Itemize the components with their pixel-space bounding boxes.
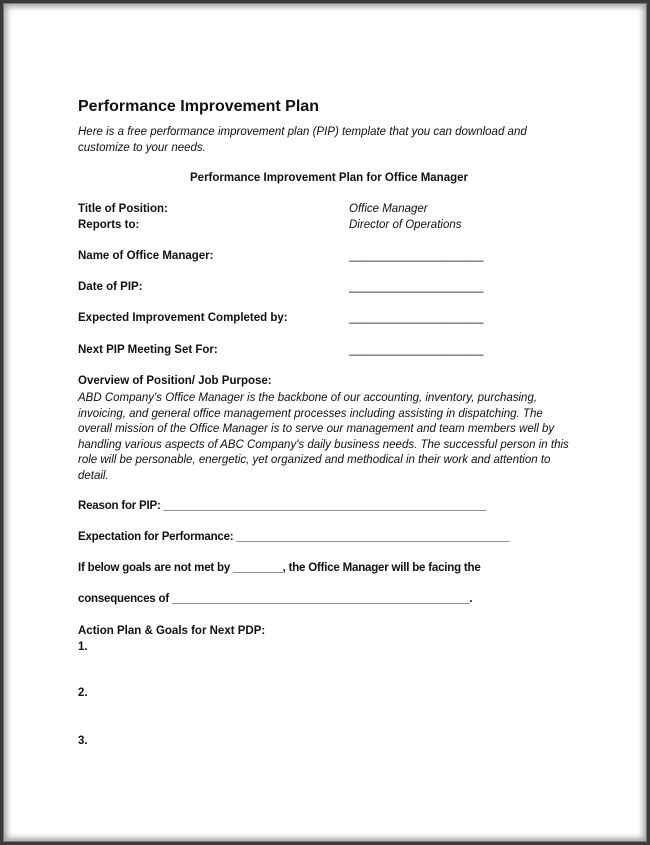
reports-to-value: Director of Operations — [349, 219, 462, 231]
plan-subtitle: Performance Improvement Plan for Office Manager — [190, 172, 468, 184]
action-plan-label: Action Plan & Goals for Next PDP: — [78, 625, 266, 637]
document-title: Performance Improvement Plan — [78, 98, 319, 115]
expected-label: Expected Improvement Completed by: — [78, 312, 288, 324]
title-of-position-value: Office Manager — [349, 203, 428, 215]
meeting-label: Next PIP Meeting Set For: — [78, 344, 218, 356]
name-blank: ______________________ — [349, 250, 484, 262]
overview-paragraph: ABD Company's Office Manager is the backbone of our accounting, inventory, purchasing, invoicing, and general office management processes including assisting in dispatching. The overall mission of the Office Manager is to serve our management and team members well by handling various aspects of ABC Company's daily business needs. The successful person in this role will be personable, energetic, yet organized and methodical in their work and attention to detail. — [78, 392, 569, 482]
action-item-2: 2. — [78, 687, 88, 699]
consequences-line: consequences of ________________________________________________. — [78, 593, 473, 605]
intro-text: Here is a free performance improvement plan (PIP) template that you can download and customize to your needs. — [78, 126, 527, 154]
expected-blank: ______________________ — [349, 312, 484, 324]
goals-line: If below goals are not met by ________, the Office Manager will be facing the — [78, 562, 481, 574]
action-item-1: 1. — [78, 641, 88, 653]
date-blank: ______________________ — [349, 281, 484, 293]
date-label: Date of PIP: — [78, 281, 143, 293]
overview-label: Overview of Position/ Job Purpose: — [78, 375, 272, 387]
reports-to-label: Reports to: — [78, 219, 140, 231]
action-item-3: 3. — [78, 735, 88, 747]
meeting-blank: ______________________ — [349, 344, 484, 356]
name-label: Name of Office Manager: — [78, 250, 214, 262]
title-of-position-label: Title of Position: — [78, 203, 168, 215]
reason-line: Reason for PIP: ____________________________________________________ — [78, 500, 486, 512]
expectation-line: Expectation for Performance: ____________________________________________ — [78, 531, 510, 543]
